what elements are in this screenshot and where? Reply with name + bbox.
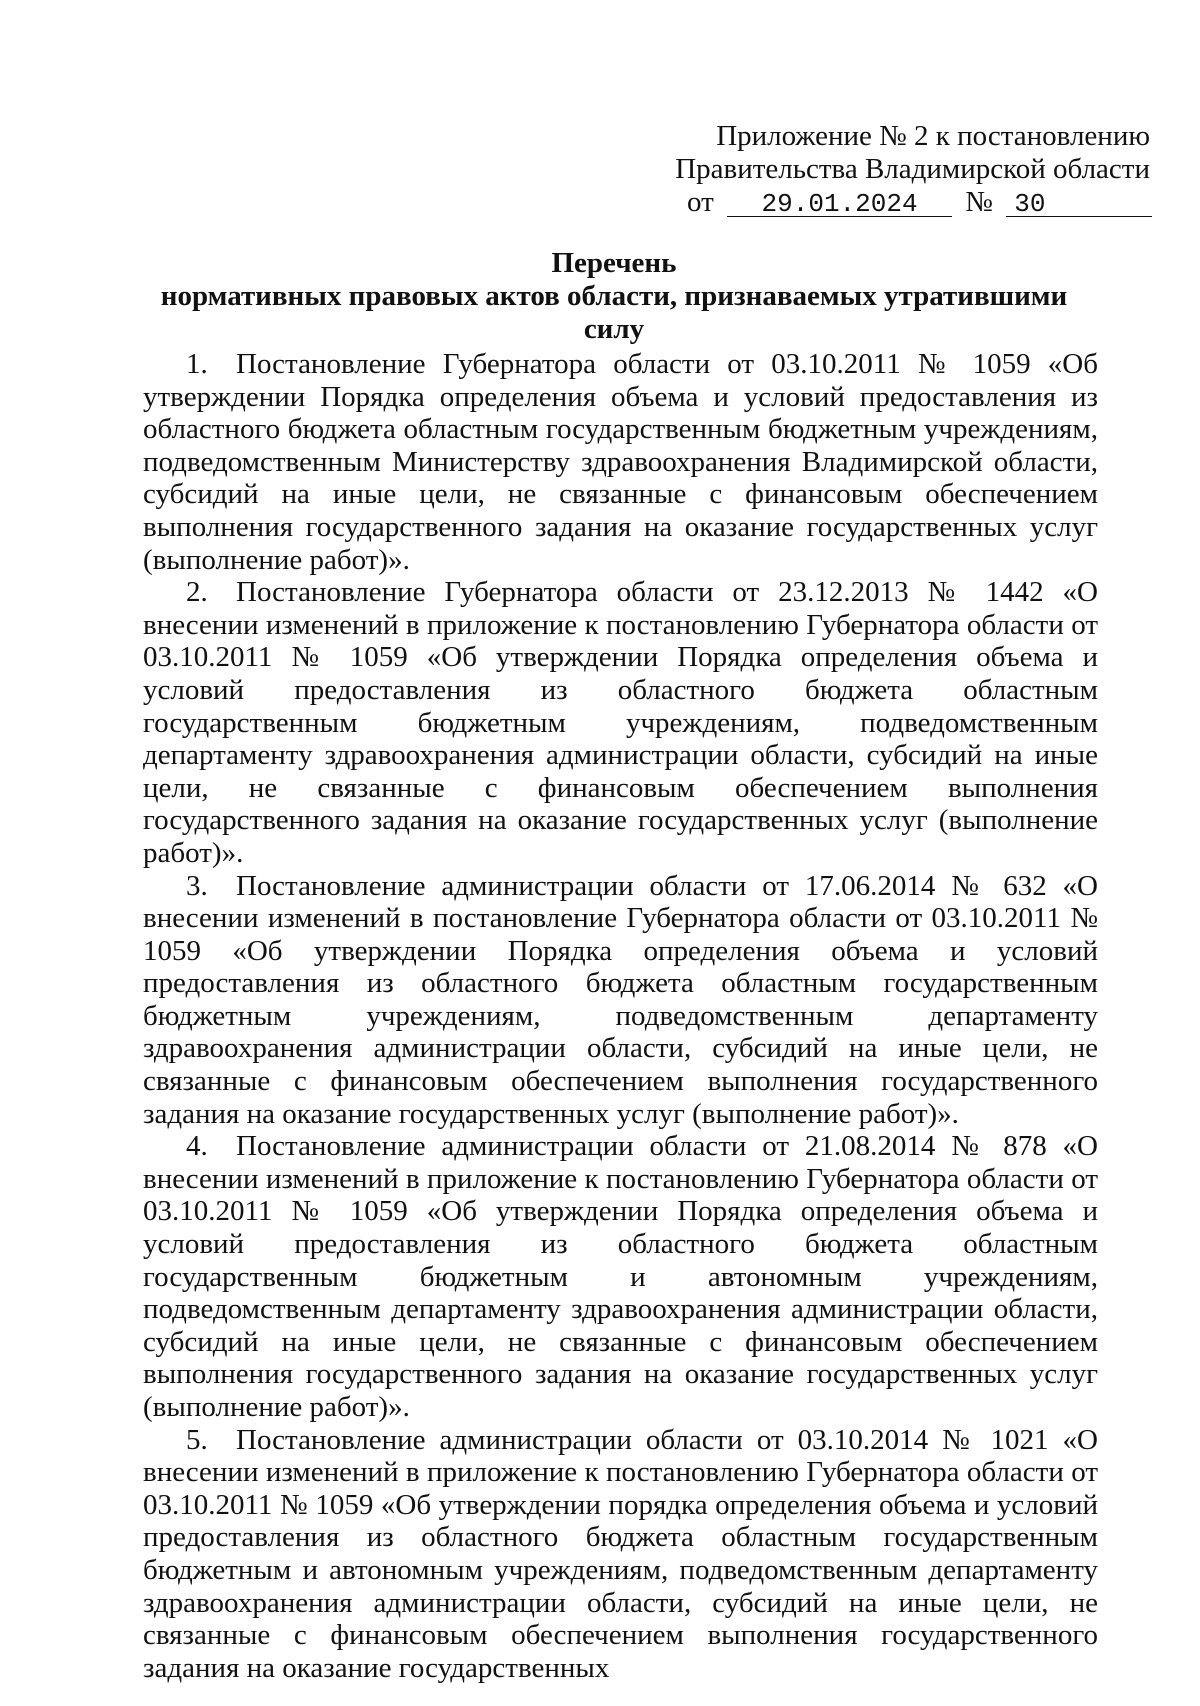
heading-subtitle: нормативных правовых актов области, признаваемых утратившими силу bbox=[160, 280, 1068, 345]
list-item bbox=[143, 348, 1098, 576]
item-number: 3. bbox=[186, 869, 208, 902]
number-label: № bbox=[965, 186, 993, 218]
item-text: Постановление администрации области от 17.06.2014 № 632 «О внесении изменений в постановление Губернатора области от 03.10.2011 № 1059 «Об утверждении Порядка определения объема и условий предоставления из областного бюджета областным государственным бюджетным учреждениям, подведомственным департаменту здравоохранения администрации области, субсидий на иные цели, не связанные с финансовым обеспечением выполнения государственного задания на оказание государственных услуг (выполнение работ)». bbox=[143, 869, 1098, 1130]
list-item bbox=[143, 576, 1098, 869]
item-number: 4. bbox=[186, 1130, 208, 1163]
item-text: Постановление Губернатора области от 03.10.2011 № 1059 «Об утверждении Порядка определения объема и условий предоставления из областного бюджета областным государственным бюджетным учреждениям, подведомственным Министерству здравоохранения Владимирской области, субсидий на иные цели, не связанные с финансовым обеспечением выполнения государственного задания на оказание государственных услуг (выполнение работ)». bbox=[143, 348, 1098, 576]
item-text: Постановление Губернатора области от 23.12.2013 № 1442 «О внесении изменений в приложение к постановлению Губернатора области от 03.10.2011 № 1059 «Об утверждении Порядка определения объема и условий предоставления из областного бюджета областным государственным бюджетным учреждениям, подведомственным департаменту здравоохранения администрации области, субсидий на иные цели, не связанные с финансовым обеспечением выполнения государственного задания на оказание государственных услуг (выполнение работ)». bbox=[143, 576, 1098, 869]
item-text: Постановление администрации области от 03.10.2014 № 1021 «О внесении изменений в приложение к постановлению Губернатора области от 03.10.2011 № 1059 «Об утверждении порядка определения объема и условий предоставления из областного бюджета областным государственным бюджетным и автономным учреждениям, подведомственным департаменту здравоохранения администрации области, субсидий на иные цели, не связанные с финансовым обеспечением выполнения государственного задания на оказание государственных bbox=[143, 1423, 1098, 1684]
appendix-line-2: Правительства Владимирской области bbox=[675, 153, 1150, 185]
decree-number: 30 bbox=[1006, 192, 1152, 217]
list-item bbox=[143, 1424, 1098, 1685]
acts-list bbox=[143, 348, 1098, 1684]
item-number: 2. bbox=[186, 576, 208, 609]
decree-date: 29.01.2024 bbox=[727, 192, 952, 217]
list-item bbox=[143, 870, 1098, 1131]
item-number: 1. bbox=[186, 348, 208, 380]
item-text: Постановление администрации области от 21.08.2014 № 878 «О внесении изменений в приложение к постановлению Губернатора области от 03.10.2011 № 1059 «Об утверждении Порядка определения объема и условий предоставления из областного бюджета областным государственным бюджетным и автономным учреждениям, подведомственным департаменту здравоохранения администрации области, субсидий на иные цели, не связанные с финансовым обеспечением выполнения государственного задания на оказание государственных услуг (выполнение работ)». bbox=[143, 1130, 1098, 1423]
document-heading bbox=[130, 247, 1098, 346]
list-item bbox=[143, 1130, 1098, 1423]
appendix-line-1: Приложение № 2 к постановлению bbox=[716, 120, 1150, 152]
appendix-date-line bbox=[650, 186, 1150, 219]
item-number: 5. bbox=[186, 1423, 208, 1456]
appendix-header bbox=[650, 120, 1150, 219]
heading-title: Перечень bbox=[551, 247, 677, 279]
from-label: от bbox=[687, 186, 714, 218]
